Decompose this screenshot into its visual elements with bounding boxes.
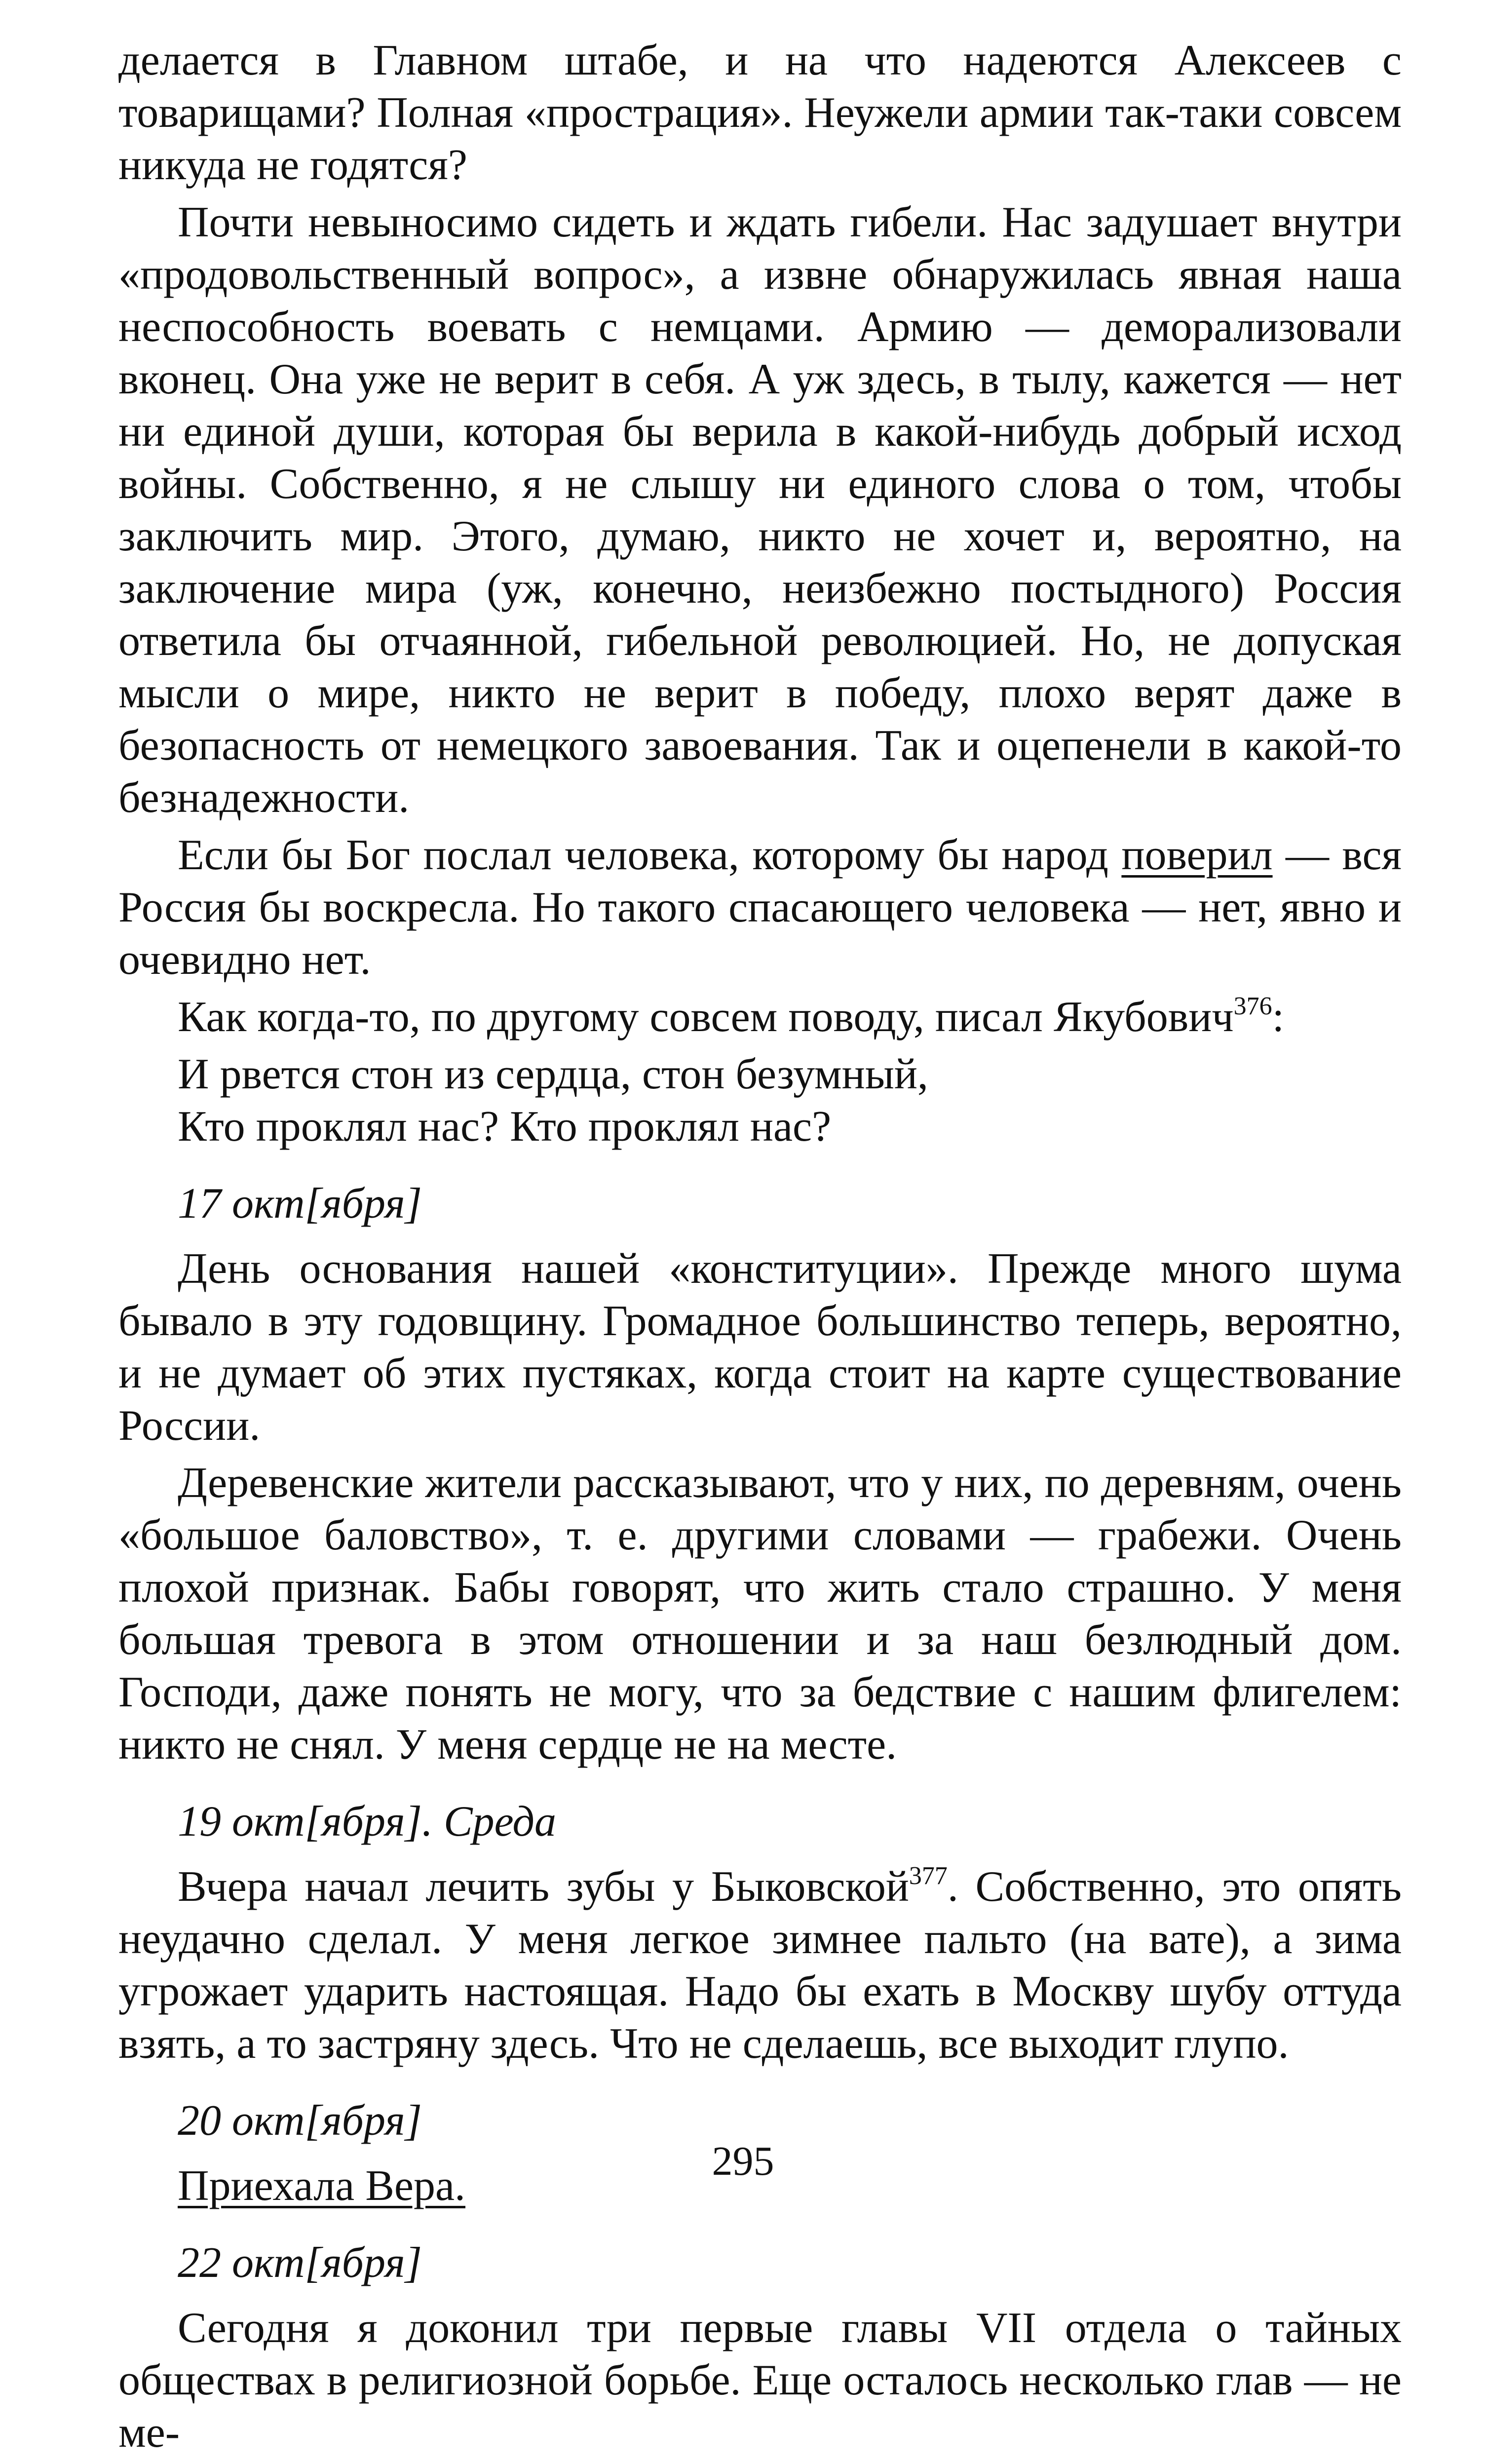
underlined-word: поверил <box>1121 831 1273 879</box>
paragraph-savior <box>118 829 1402 986</box>
quote-intro-text: Как когда-то, по другому совсем поводу, писал Якубович <box>178 993 1234 1041</box>
savior-text-end: — вся Россия бы воскресла. Но такого спасающего человека — нет, явно и очевидно нет. <box>118 831 1402 984</box>
entry-20-underlined-text: Приехала Вера. <box>178 2162 465 2210</box>
entry-17-paragraph-2: Деревенские жители рассказывают, что у них, по деревням, очень «большое баловство», т. е. другими словами — грабежи. Очень плохой признак. Бабы говорят, что жить стало страшно. У меня большая тревога в этом отношении и за наш безлюдный дом. Господи, даже понять не могу, что за бедствие с нашим флигелем: никто не снял. У меня сердце не на месте. <box>118 1459 1402 1769</box>
paragraph-despair: Почти невыносимо сидеть и ждать гибели. Нас задушает внутри «продовольственный вопрос», а извне обнаружилась явная наша неспособность воевать с немцами. Армию — деморализовали вконец. Она уже не верит в себя. А уж здесь, в тылу, кажется — нет ни единой души, которая бы верила в какой-нибудь добрый исход войны. Собственно, я не слышу ни единого слова о том, чтобы заключить мир. Этого, думаю, никто не хочет и, вероятно, на заключение мира (уж, конечно, неизбежно постыдного) Россия ответила бы отчаянной, гибельной революцией. Но, не допуская мысли о мире, никто не верит в победу, плохо верят даже в безопасность от немецкого завоевания. Так и оцепенели в какой-то безнадежности. <box>118 198 1402 822</box>
entry-22-paragraph: Сегодня я доконил три первые главы VII отдела о тайных обществах в религиозной борьбе. Еще осталось несколько глав — не ме- <box>118 2304 1402 2457</box>
entry-19-text-start: Вчера начал лечить зубы у Быковской <box>178 1863 909 1911</box>
entry-17-paragraph-1: День основания нашей «конституции». Прежде много шума бывало в эту годовщину. Громадное большинство теперь, вероятно, и не думает об этих пустяках, когда стоит на карте существование России. <box>118 1245 1402 1450</box>
footnote-ref-377: 377 <box>909 1862 948 1890</box>
entry-19-text-end: . Собственно, это опять неудачно сделал. У меня легкое зимнее пальто (на вате), а зима угрожает ударить настоящая. Надо бы ехать в Москву шубу оттуда взять, а то застряну здесь. Что не сделаешь, все выходит глупо. <box>118 1863 1402 2068</box>
book-page <box>118 35 1402 2464</box>
verse-line-2: Кто проклял нас? Кто проклял нас? <box>178 1103 832 1151</box>
paragraph-continued: делается в Главном штабе, и на что надеются Алексеев с товарищами? Полная «прострация». Неужели армии так-таки совсем никуда не годятся? <box>118 37 1402 189</box>
page-number: 295 <box>712 2138 774 2184</box>
footnote-ref-376: 376 <box>1233 992 1272 1020</box>
quote-intro-colon: : <box>1272 993 1285 1041</box>
entry-date-19: 19 окт[ября]. Среда <box>178 1798 557 1846</box>
paragraph-quote-intro <box>118 991 1402 1043</box>
entry-date-17: 17 окт[ября] <box>178 1180 422 1228</box>
entry-date-20: 20 окт[ября] <box>178 2097 422 2145</box>
verse-line-1: И рвется стон из сердца, стон безумный, <box>178 1050 928 1098</box>
entry-date-22: 22 окт[ября] <box>178 2239 422 2287</box>
savior-text-start: Если бы Бог послал человека, которому бы народ <box>178 831 1122 879</box>
entry-19-paragraph <box>118 1861 1402 2070</box>
